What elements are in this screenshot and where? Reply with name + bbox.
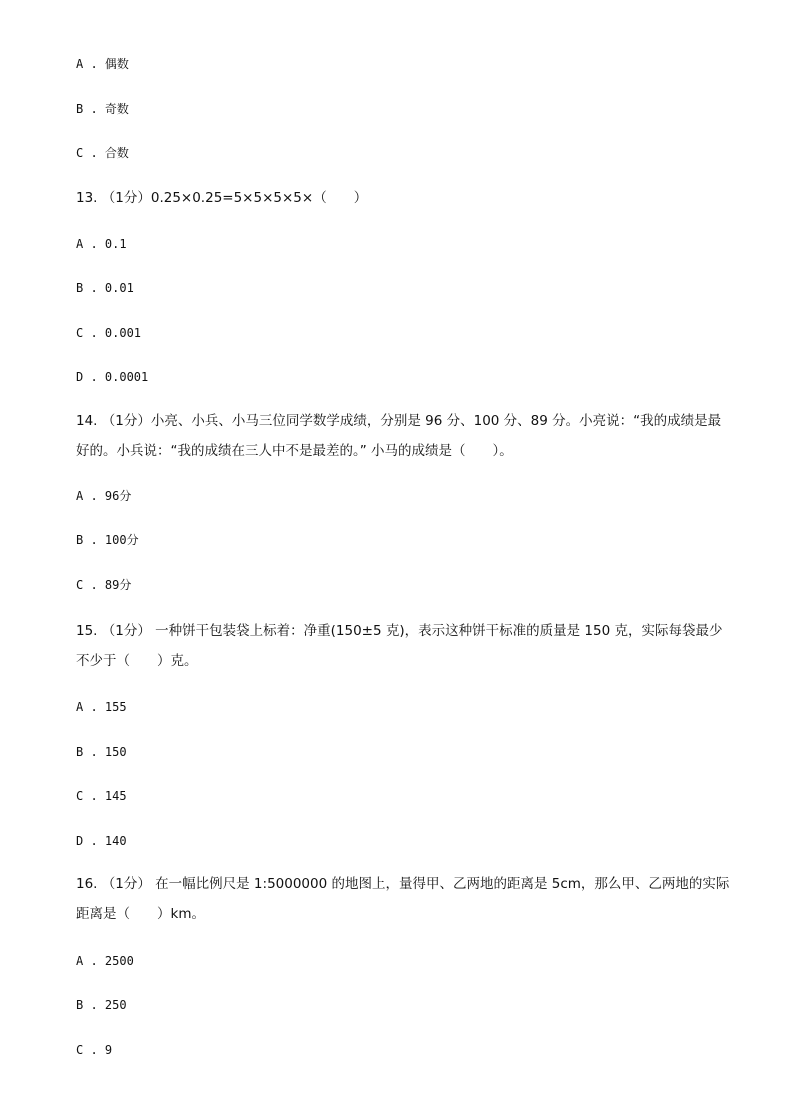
option-b: B . 250 <box>76 998 127 1012</box>
question-13-stem: 13. （1分）0.25×0.25=5×5×5×5×（ ） <box>76 190 368 206</box>
option-c: C . 145 <box>76 789 127 803</box>
option-c: C . 9 <box>76 1043 113 1057</box>
option-b: B . 150 <box>76 745 127 759</box>
option-a: A . 2500 <box>76 954 134 968</box>
option-c: C . 0.001 <box>76 326 142 340</box>
option-d: D . 140 <box>76 834 127 848</box>
option-b: B . 100分 <box>76 533 139 547</box>
option-a: A . 155 <box>76 700 127 714</box>
option-a: A . 0.1 <box>76 237 127 251</box>
question-15-stem-line-2: 不少于（ ）克。 <box>76 653 198 669</box>
option-d: D . 0.0001 <box>76 370 149 384</box>
question-15-stem-line-1: 15. （1分） 一种饼干包装袋上标着：净重(150±5 克)，表示这种饼干标准的质量是 150 克，实际每袋最少 <box>76 623 723 639</box>
option-b: B . 0.01 <box>76 281 134 295</box>
option-b: B . 奇数 <box>76 102 129 116</box>
question-16-stem-line-1: 16. （1分） 在一幅比例尺是 1:5000000 的地图上，量得甲、乙两地的距离是 5cm，那么甲、乙两地的实际 <box>76 876 730 892</box>
question-14-stem-line-2: 好的。小兵说：“我的成绩在三人中不是最差的。” 小马的成绩是（ ）。 <box>76 443 513 459</box>
question-16-stem-line-2: 距离是（ ）km。 <box>76 906 205 922</box>
option-a: A . 偶数 <box>76 57 129 71</box>
option-c: C . 89分 <box>76 578 132 592</box>
option-a: A . 96分 <box>76 489 132 503</box>
question-14-stem-line-1: 14. （1分）小亮、小兵、小马三位同学数学成绩，分别是 96 分、100 分、89 分。小亮说：“我的成绩是最 <box>76 413 722 429</box>
option-c: C . 合数 <box>76 146 129 160</box>
